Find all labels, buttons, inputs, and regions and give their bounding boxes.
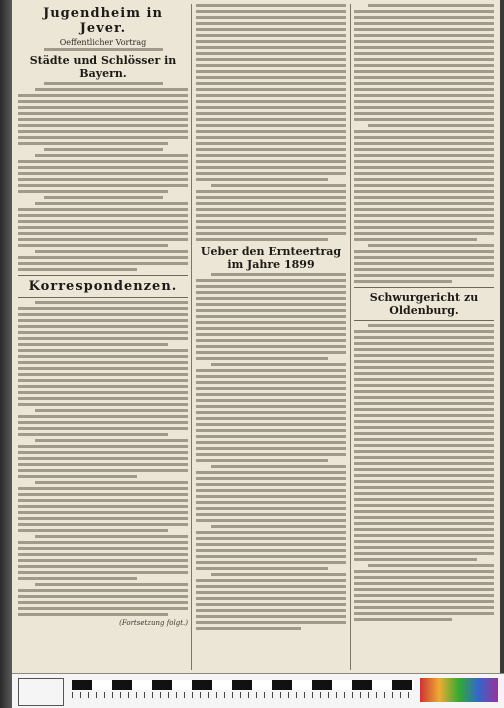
- heading-ernteertrag: Ueber den Ernteertrag im Jahre 1899: [200, 245, 342, 271]
- column-1: [18, 4, 188, 670]
- heading-staedte: Städte und Schlösser in Bayern.: [29, 54, 177, 80]
- divider: [354, 320, 494, 321]
- heading-schwurgericht: Schwurgericht zu Oldenburg.: [369, 291, 479, 317]
- scan-color-ruler: [12, 673, 504, 708]
- column-2: [196, 4, 346, 670]
- text-block: [196, 273, 346, 630]
- divider: [18, 297, 188, 298]
- heading-korrespondenzen: Korrespondenzen.: [28, 279, 178, 294]
- book-gutter: [0, 0, 12, 708]
- newspaper-page: [12, 0, 500, 708]
- scale-bar: [72, 680, 414, 690]
- heading-jugendheim: Jugendheim in Jever.: [43, 6, 163, 36]
- continuation-note: (Fortsetzung folgt.): [119, 619, 188, 627]
- divider: [18, 275, 188, 276]
- text-block: [18, 48, 188, 51]
- column-3: [354, 4, 494, 670]
- text-block: [196, 4, 346, 241]
- text-block: [18, 82, 188, 271]
- color-calibration-bar: [420, 678, 498, 702]
- scale-ticks: [72, 692, 414, 698]
- subheading-vortrag: Oeffentlicher Vortrag: [59, 38, 147, 47]
- text-block: [354, 324, 494, 621]
- text-block: [18, 301, 188, 616]
- library-logo-icon: [18, 678, 64, 706]
- column-divider: [350, 4, 351, 670]
- column-divider: [191, 4, 192, 670]
- text-block: [354, 4, 494, 283]
- divider: [354, 287, 494, 288]
